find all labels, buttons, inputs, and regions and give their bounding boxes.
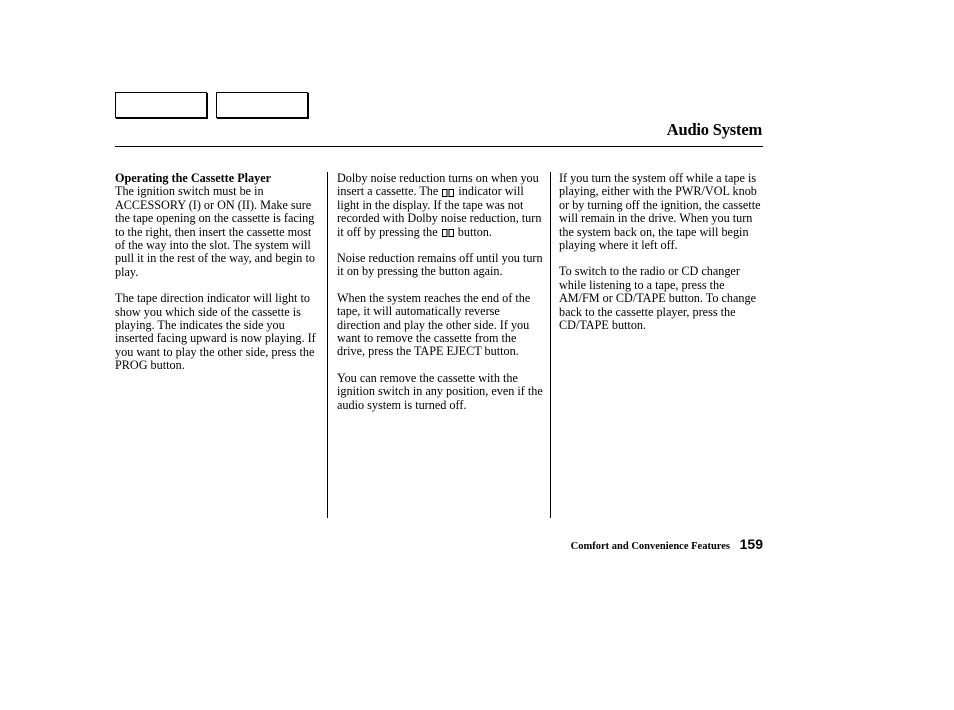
col2-p3-text: When the system reaches the end of the tape, it will automatically reverse direction and play the other side. If you want to remove the cassette from the drive, press the TAPE EJECT button.: [337, 290, 531, 359]
title-rule: [115, 146, 763, 147]
col1-p1-text: The ignition switch must be in ACCESSORY (I) or ON (II). Make sure the tape opening on the cassette is facing to the right, then insert the cassette most of the way into the slot. The system will pull it in the rest of the way, and begin to play.: [115, 184, 315, 279]
column-divider-1: [327, 172, 328, 518]
column-divider-2: [550, 172, 551, 518]
col2-p1-part-a: Dolby noise reduction turns on when you insert a cassette. The: [337, 171, 539, 199]
col2-paragraph-1: [337, 172, 545, 239]
footer-section-label: Comfort and Convenience Features: [570, 541, 730, 552]
page-title: Audio System: [666, 120, 762, 139]
column-2: [337, 172, 545, 425]
section-heading: Operating the Cassette Player: [115, 171, 272, 185]
column-3: [559, 172, 763, 345]
col2-p2-text: Noise reduction remains off until you turn it on by pressing the button again.: [337, 251, 543, 279]
dolby-button-icon: [442, 229, 454, 237]
page-number: 159: [739, 536, 763, 552]
col2-p4-text: You can remove the cassette with the ignition switch in any position, even if the audio system is turned off.: [337, 370, 543, 412]
column-1: [115, 172, 320, 386]
col2-p1-part-b: indicator will light in the display. If the tape was not recorded with Dolby noise reduction, turn it off by pressing the: [337, 184, 542, 239]
col1-paragraph-1: [115, 172, 320, 279]
col3-p1-text: If you turn the system off while a tape is playing, either with the PWR/VOL knob or by turning off the ignition, the cassette will remain in the drive. When you turn the system back on, the tape will begin playing where it left off.: [559, 171, 761, 253]
col3-p2-text: To switch to the radio or CD changer while listening to a tape, press the AM/FM or CD/TAPE button. To change back to the cassette player, press the CD/TAPE button.: [559, 264, 757, 333]
col1-p2-text: The tape direction indicator will light to show you which side of the cassette is playing. The indicates the side you inserted facing upward is now playing. If you want to play the other side, press the PROG button.: [115, 291, 316, 373]
nav-box-left[interactable]: [115, 92, 207, 118]
dolby-icon: [442, 189, 454, 197]
col2-p1-part-c: button.: [457, 224, 492, 239]
nav-box-right[interactable]: [216, 92, 308, 118]
